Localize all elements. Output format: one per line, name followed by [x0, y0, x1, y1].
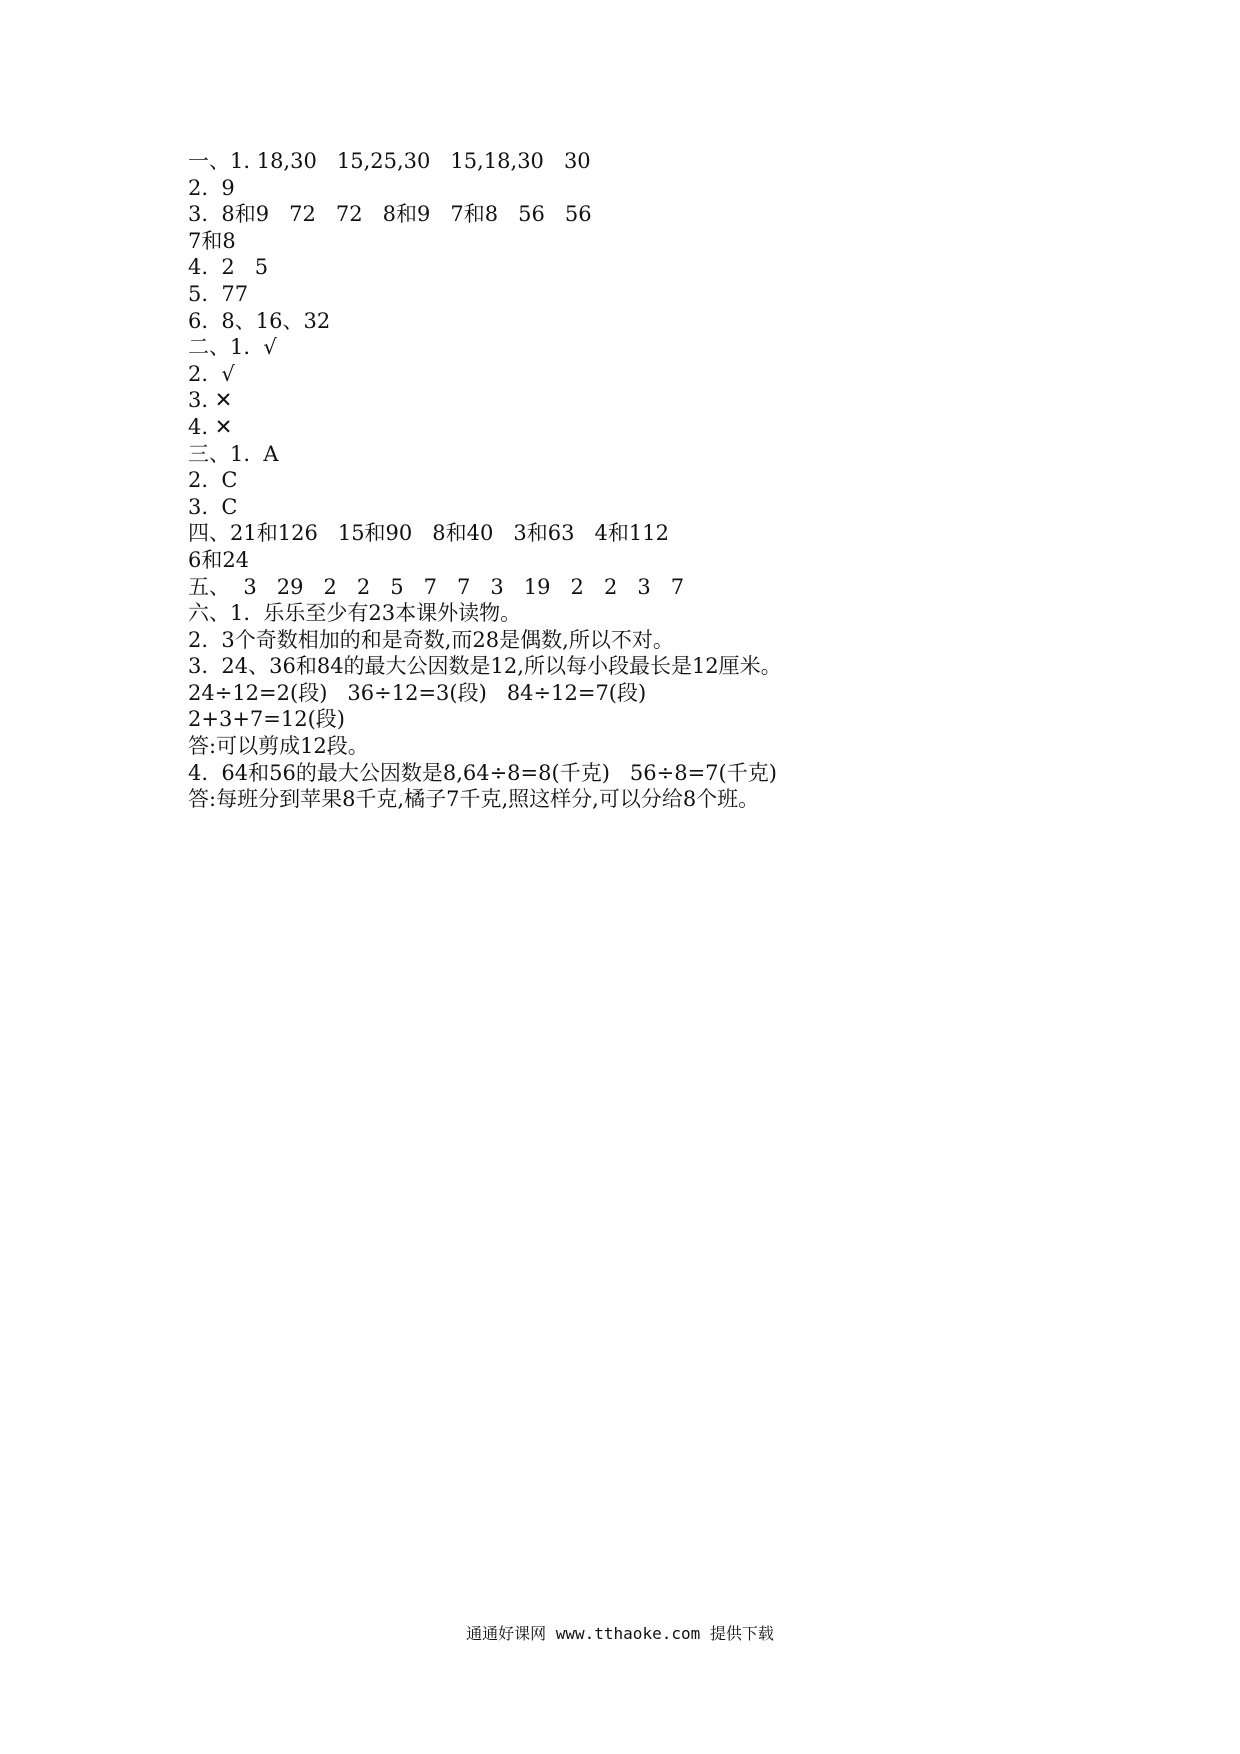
- answer-line: 2. C: [188, 468, 238, 493]
- answer-line: 五、 3 29 2 2 5 7 7 3 19 2 2 3 7: [188, 574, 685, 599]
- answer-line: 4. ✕: [188, 414, 233, 439]
- answer-line: 6和24: [188, 547, 250, 572]
- answer-line: 3. 8和9 72 72 8和9 7和8 56 56: [188, 202, 592, 227]
- answer-line: 6. 8、16、32: [188, 308, 331, 333]
- answer-list: [188, 148, 1088, 813]
- answer-line: 4. 2 5: [188, 255, 269, 280]
- answer-line: 2. √: [188, 361, 235, 386]
- answer-line: 一、1. 18,30 15,25,30 15,18,30 30: [188, 149, 591, 173]
- download-footer: 通通好课网 www.tthaoke.com 提供下载: [466, 1624, 774, 1643]
- answer-line: 答:每班分到苹果8千克,橘子7千克,照这样分,可以分给8个班。: [188, 787, 760, 812]
- answer-line: 4. 64和56的最大公因数是8,64÷8=8(千克) 56÷8=7(千克): [188, 760, 777, 785]
- answer-line: 六、1. 乐乐至少有23本课外读物。: [188, 601, 522, 626]
- answer-line: 3. C: [188, 494, 238, 519]
- answer-line: 2+3+7=12(段): [188, 707, 345, 732]
- answer-line: 24÷12=2(段) 36÷12=3(段) 84÷12=7(段): [188, 680, 647, 705]
- answer-line: 四、21和126 15和90 8和40 3和63 4和112: [188, 521, 669, 546]
- answer-line: 3. 24、36和84的最大公因数是12,所以每小段最长是12厘米。: [188, 654, 782, 679]
- answer-line: 答:可以剪成12段。: [188, 734, 369, 759]
- answer-line: 2. 9: [188, 175, 235, 200]
- answer-line: 2. 3个奇数相加的和是奇数,而28是偶数,所以不对。: [188, 627, 674, 652]
- answer-line: 7和8: [188, 228, 236, 253]
- answer-line: 三、1. A: [188, 441, 279, 466]
- answer-line: 3. ✕: [188, 388, 233, 413]
- answer-line: 二、1. √: [188, 335, 277, 360]
- answer-line: 5. 77: [188, 281, 249, 306]
